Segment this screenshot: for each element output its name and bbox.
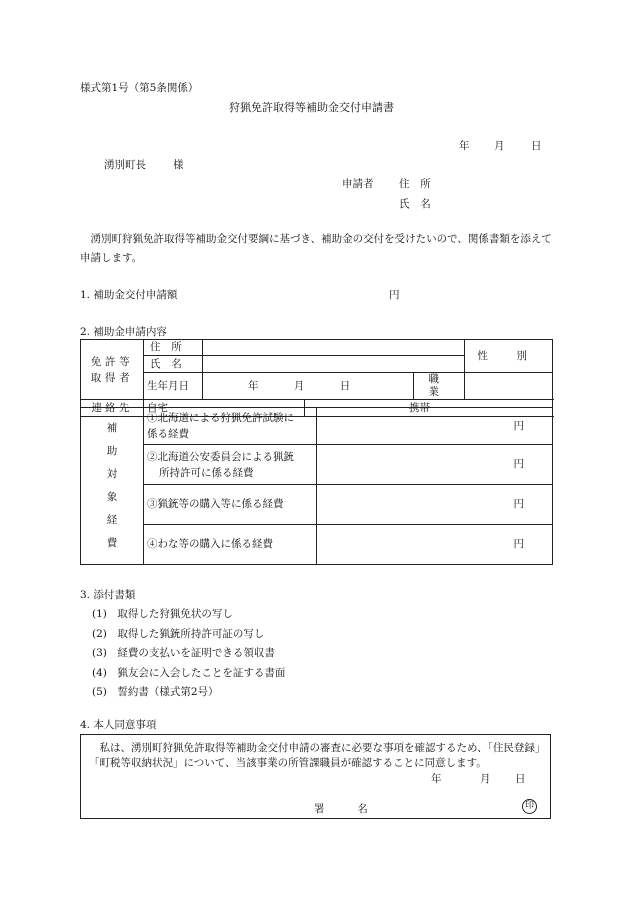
applicant-address-label: 住 所 [399, 178, 435, 190]
signature-label: 署 名 [314, 803, 383, 815]
birthdate-label: 生年月日 [144, 373, 203, 400]
expense-header-char-6: 費 [106, 537, 118, 549]
gender-label: 性 別 [465, 340, 553, 373]
contact-label: 連絡先 [81, 400, 144, 417]
expense-4-label [144, 525, 317, 565]
attachment-item-3: (3) 経費の支払いを証明できる領収書 [92, 647, 275, 659]
expense-4-line1: ④わな等の購入に係る経費 [147, 538, 273, 550]
attachment-item-4: (4) 猟友会に入会したことを証する書面 [92, 666, 286, 679]
expense-3-unit: 円 [513, 498, 524, 510]
expense-2-line2: 所持許可に係る経費 [159, 466, 254, 479]
addressee: 湧別町長 [104, 159, 146, 171]
document-title: 狩猟免許取得等補助金交付申請書 [229, 101, 394, 114]
form-number: 様式第1号（第5条関係） [80, 82, 199, 94]
home-phone-text: 自宅 [147, 401, 168, 414]
expense-1-amount[interactable] [317, 408, 553, 445]
section2-heading: 2. 補助金申請内容 [80, 326, 167, 338]
consent-date-month: 月 [480, 773, 491, 785]
address-label: 住 所 [144, 340, 203, 356]
expense-4-amount[interactable] [317, 525, 553, 565]
expense-2-amount[interactable] [317, 445, 553, 485]
attachment-item-5: (5) 誓約書（様式第2号） [92, 686, 219, 698]
name-field[interactable] [203, 356, 465, 373]
birthdate-month: 月 [293, 379, 305, 392]
expense-4-unit: 円 [513, 538, 524, 550]
applicant-header-line2: 取得者 [90, 371, 134, 384]
address-field[interactable] [203, 340, 465, 356]
attachment-item-1: (1) 取得した狩猟免状の写し [92, 608, 233, 620]
applicant-name-label: 氏 名 [399, 198, 435, 210]
expense-header-char-5: 経 [106, 514, 118, 526]
attachment-list [92, 606, 285, 704]
expense-3-label [144, 485, 317, 525]
signature-field[interactable] [381, 797, 511, 815]
name-label: 氏 名 [144, 356, 203, 373]
consent-box [80, 734, 551, 819]
section4-heading: 4. 本人同意事項 [80, 719, 157, 731]
section1-unit: 円 [389, 289, 400, 301]
expense-1-unit: 円 [513, 419, 524, 432]
applicant-table [80, 339, 553, 417]
expense-header-char-1: 補 [106, 422, 118, 434]
expense-header-char-2: 助 [106, 445, 118, 457]
addressee-honorific: 様 [173, 159, 184, 171]
expense-2-label [144, 445, 317, 485]
birthdate-year: 年 [248, 379, 259, 392]
expense-header-char-3: 対 [106, 468, 118, 480]
intro-text: 湧別町狩猟免許取得等補助金交付要綱に基づき、補助金の交付を受けたいので、関係書類を添えて申請します。 [80, 233, 552, 264]
date-month: 月 [494, 140, 505, 152]
expense-2-unit: 円 [513, 458, 524, 470]
date-year: 年 [459, 140, 470, 152]
birthdate-day: 日 [339, 379, 351, 392]
occupation-field[interactable] [465, 373, 553, 400]
expense-2-line1: ②北海道公安委員会による猟銃 [147, 450, 294, 463]
applicant-header-line1: 免許等 [90, 355, 134, 368]
date-day: 日 [531, 140, 542, 152]
intro-paragraph [80, 230, 554, 268]
expense-1-line1: ①北海道による狩猟免許試験に [147, 412, 294, 424]
section1-heading: 1. 補助金交付申請額 [80, 289, 178, 301]
expense-header [81, 408, 144, 565]
birthdate-field[interactable] [203, 373, 414, 400]
expense-header-char-4: 象 [106, 491, 118, 503]
consent-date-day: 日 [515, 773, 526, 785]
mobile-phone-label: 携帯 [409, 401, 430, 414]
expense-1-label [144, 408, 317, 445]
expense-3-line1: ③猟銃等の購入等に係る経費 [147, 498, 284, 510]
consent-date-year: 年 [431, 773, 442, 785]
occupation-label: 職 業 [414, 373, 465, 400]
seal-icon: 印 [522, 799, 537, 814]
expense-1-line2: 係る経費 [147, 428, 189, 440]
consent-text: 私は、湧別町狩猟免許取得等補助金交付申請の審査に必要な事項を確認するため、「住民登録」「町税等収納状況」について、当該事業の所管課職員が確認することに同意します。 [89, 742, 541, 769]
expense-table [80, 407, 553, 565]
applicant-header [81, 340, 144, 400]
attachment-item-2: (2) 取得した猟銃所持許可証の写し [92, 627, 265, 640]
expense-3-amount[interactable] [317, 485, 553, 525]
section3-heading: 3. 添付書類 [80, 589, 136, 601]
applicant-label: 申請者 [342, 178, 374, 190]
